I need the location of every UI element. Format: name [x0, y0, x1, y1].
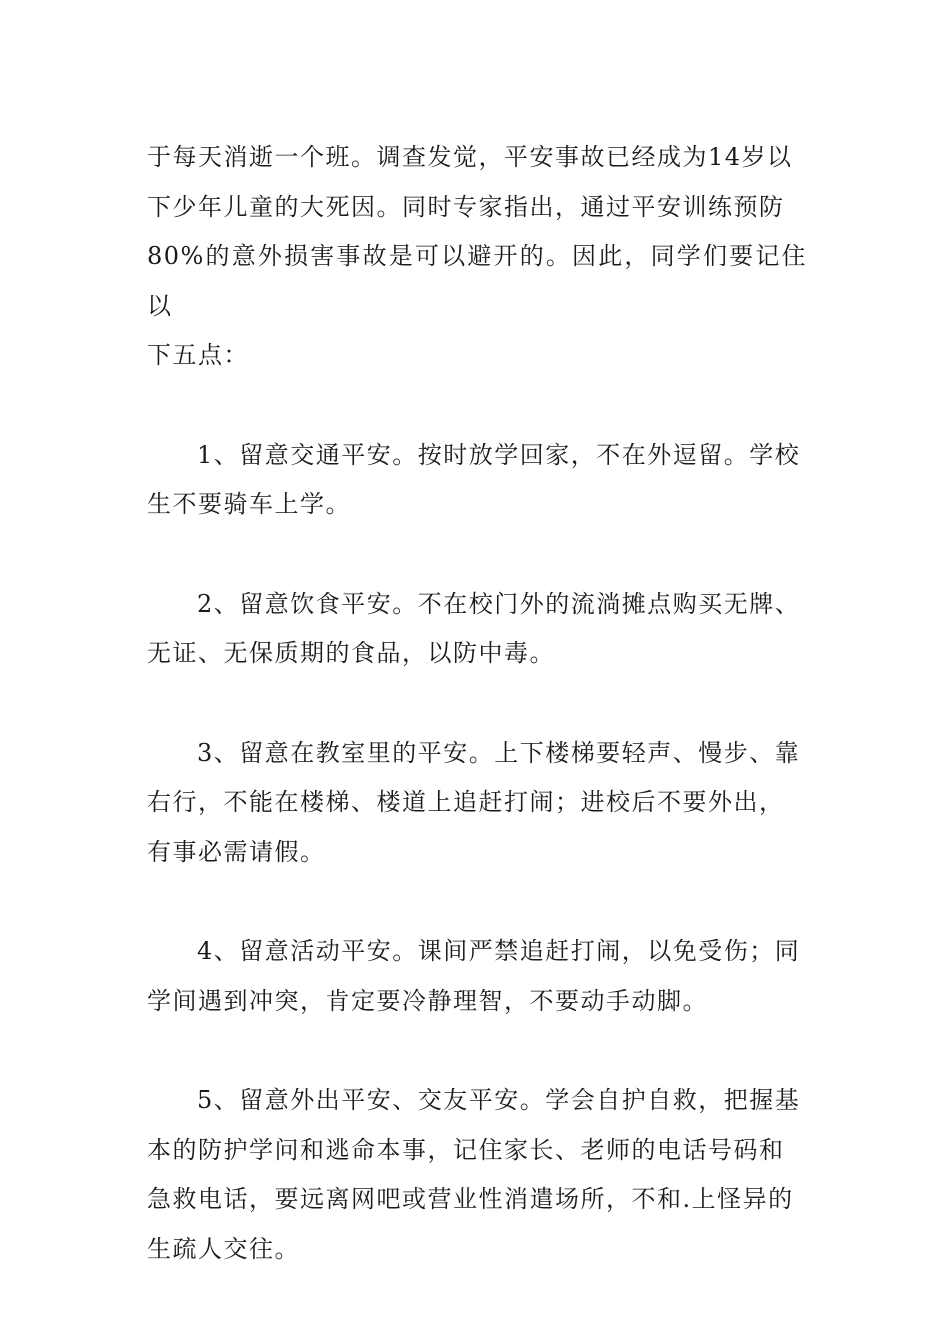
text-line: 学间遇到冲突，肯定要冷静理智，不要动手动脚。: [147, 986, 708, 1015]
paragraph-point-1: [147, 431, 807, 530]
paragraph-spacer: [147, 877, 807, 927]
paragraph-spacer: [147, 1026, 807, 1076]
paragraph-point-4: [147, 927, 807, 1026]
text-line: 生不要骑车上学。: [147, 490, 351, 518]
text-line: 有事必需请假。: [147, 837, 326, 866]
text-line: 下少年儿童的大死因。同时专家指出，通过平安训练预防: [147, 192, 785, 221]
text-line: 本的防护学问和逃命本事，记住家长、老师的电话号码和: [147, 1135, 785, 1164]
text-line: 急救电话，要远离网吧或营业性消遣场所，不和.上怪异的: [147, 1185, 794, 1213]
paragraph-point-3: [147, 729, 807, 878]
text-line: 于每天消逝一个班。调查发觉，平安事故已经成为14岁以: [147, 143, 793, 171]
paragraph-point-2: [147, 580, 807, 679]
document-body: [147, 133, 807, 1274]
text-line: 5、留意外出平安、交友平安。学会自护自救，把握基: [197, 1086, 801, 1114]
text-line: 2、留意饮食平安。不在校门外的流淌摊点购买无牌、: [197, 589, 801, 618]
text-line: 下五点：: [147, 341, 249, 369]
paragraph-spacer: [147, 381, 807, 431]
text-line: 4、留意活动平安。课间严禁追赶打闹，以免受伤；同: [197, 937, 801, 965]
text-line: 生疏人交往。: [147, 1234, 300, 1263]
text-line: 1、留意交通平安。按时放学回家，不在外逗留。学校: [197, 440, 801, 469]
text-line: 80%的意外损害事故是可以避开的。因此，同学们要记住以: [147, 242, 807, 320]
text-line: 无证、无保质期的食品，以防中毒。: [147, 639, 555, 667]
text-line: 3、留意在教室里的平安。上下楼梯要轻声、慢步、靠: [197, 738, 801, 767]
paragraph-spacer: [147, 679, 807, 729]
paragraph-intro: [147, 133, 807, 381]
paragraph-point-5: [147, 1076, 807, 1274]
paragraph-spacer: [147, 530, 807, 580]
text-line: 右行，不能在楼梯、楼道上追赶打闹；进校后不要外出，: [147, 788, 785, 816]
